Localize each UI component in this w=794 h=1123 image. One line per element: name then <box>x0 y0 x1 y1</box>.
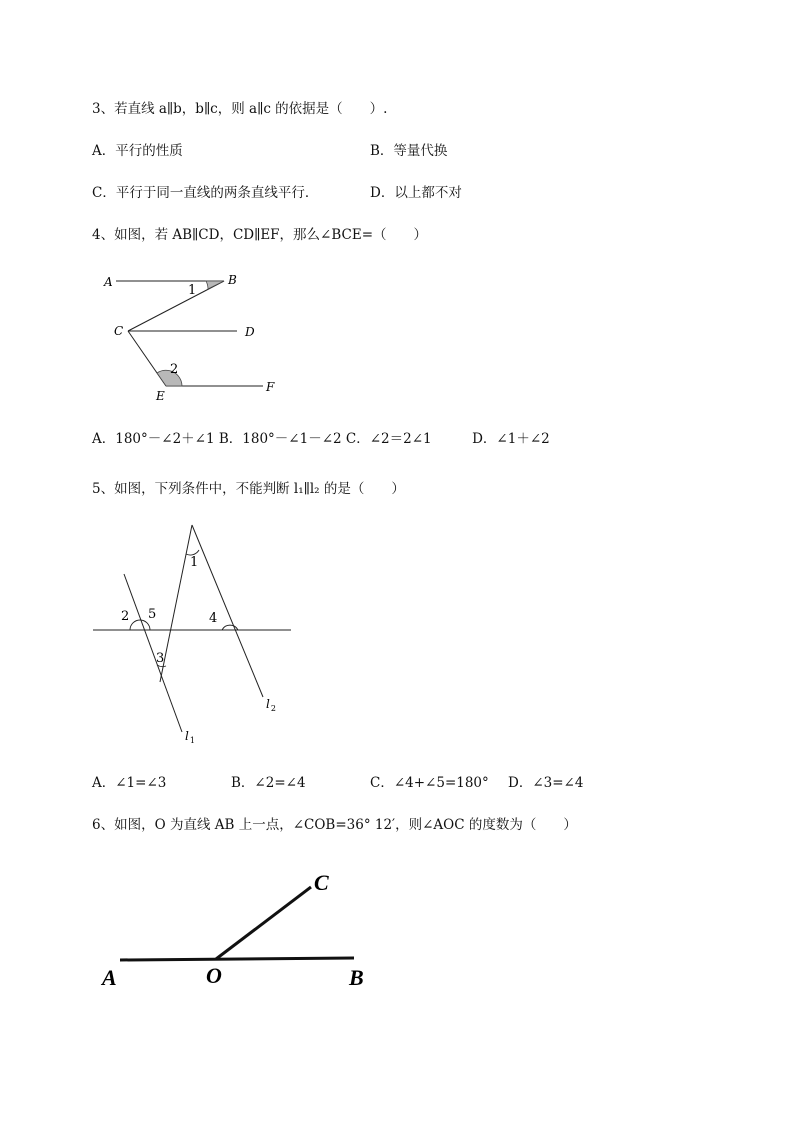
q3-option-b: B．等量代换 <box>370 143 448 159</box>
q3-option-d: D．以上都不对 <box>370 185 462 201</box>
q4-figure <box>96 262 296 407</box>
q6-figure <box>96 862 386 1002</box>
q4-angle-1-mark <box>206 281 224 289</box>
q4-options: A．180°－∠2＋∠1 B．180°－∠1－∠2 C．∠2＝2∠1 D．∠1＋∠2 <box>92 431 550 447</box>
q4-label-b: B <box>228 273 237 287</box>
q3-stem: 3、若直线 a∥b，b∥c，则 a∥c 的依据是（ ）. <box>92 101 388 117</box>
q5-option-d: D．∠3=∠4 <box>508 775 584 791</box>
q5-line-l1 <box>124 574 182 732</box>
q5-option-b: B．∠2=∠4 <box>231 775 306 791</box>
q6-stem: 6、如图，O 为直线 AB 上一点，∠COB=36° 12′，则∠AOC 的度数为（ ） <box>92 817 577 833</box>
q5-angle-25-arc <box>130 620 150 630</box>
q5-option-c: C．∠4+∠5=180° <box>370 775 489 791</box>
q6-ray-oc <box>216 887 311 959</box>
q5-label-angle-3: 3 <box>156 651 165 666</box>
q4-label-f: F <box>266 380 275 394</box>
q5-label-angle-5: 5 <box>148 607 157 622</box>
q4-label-c: C <box>114 324 124 338</box>
q5-label-angle-2: 2 <box>121 609 130 624</box>
q5-angle-4-arc <box>222 625 238 630</box>
q6-label-c: C <box>314 870 329 895</box>
q5-label-l1: $l_1$ <box>185 729 195 745</box>
q3-option-c: C．平行于同一直线的两条直线平行． <box>92 185 319 201</box>
q6-line-ab <box>120 958 354 960</box>
q5-label-l2: $l_2$ <box>266 697 276 713</box>
q5-label-angle-4: 4 <box>209 611 218 626</box>
q4-label-angle-1: 1 <box>188 283 197 298</box>
q4-label-e: E <box>156 389 165 403</box>
q3-option-a: A．平行的性质 <box>92 143 183 159</box>
q5-option-a: A．∠1=∠3 <box>92 775 167 791</box>
q4-label-a: A <box>104 275 113 289</box>
q5-stem: 5、如图，下列条件中，不能判断 l₁∥l₂ 的是（ ） <box>92 481 405 497</box>
q5-label-angle-1: 1 <box>190 555 199 570</box>
q4-stem: 4、如图，若 AB∥CD，CD∥EF，那么∠BCE=（ ） <box>92 227 428 243</box>
q5-figure <box>90 522 305 750</box>
q4-label-d: D <box>245 325 255 339</box>
q6-label-b: B <box>349 965 364 990</box>
q6-label-o: O <box>206 963 222 988</box>
q5-line-apex <box>160 525 192 682</box>
q6-label-a: A <box>102 965 117 990</box>
q4-label-angle-2: 2 <box>170 362 179 377</box>
q5-line-l2 <box>192 525 263 697</box>
